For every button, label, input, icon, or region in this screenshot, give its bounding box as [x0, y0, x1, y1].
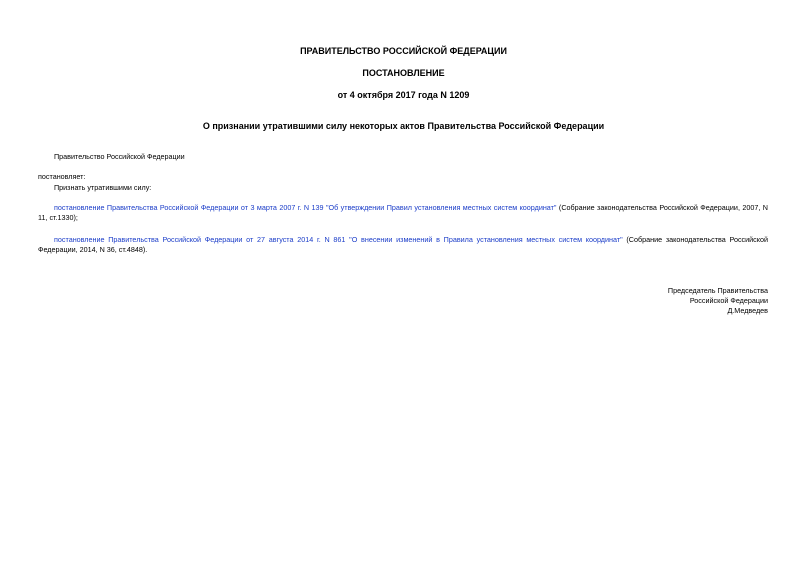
decree-link-2007[interactable]: постановление Правительства Российской Федерации от 3 марта 2007 г. N 139 "Об утверждении Правил установления местных систем координат" — [54, 203, 557, 212]
signature-position-line2: Российской Федерации — [689, 296, 768, 305]
decree-link-2014[interactable]: постановление Правительства Российской Федерации от 27 августа 2014 г. N 861 "О внесении изменений в Правила установления местных систем координат" — [54, 235, 623, 244]
declare-text: Признать утратившими силу: — [54, 183, 152, 192]
list-item — [38, 203, 768, 223]
intro-text: Правительство Российской Федерации — [54, 152, 185, 161]
document-type-heading: ПОСТАНОВЛЕНИЕ — [362, 68, 445, 78]
government-heading: ПРАВИТЕЛЬСТВО РОССИЙСКОЙ ФЕДЕРАЦИИ — [300, 46, 507, 56]
document-title: О признании утратившими силу некоторых актов Правительства Российской Федерации — [202, 121, 605, 131]
signature-position-line1: Председатель Правительства — [667, 286, 768, 295]
list-item — [38, 235, 768, 255]
decrees-text: постановляет: — [38, 172, 86, 181]
signature-name: Д.Медведев — [727, 306, 768, 315]
date-number-heading: от 4 октября 2017 года N 1209 — [337, 90, 470, 100]
decree-source-2014: (Собрание законодательства Российской Федерации, 2014, N 36, ст.4848). — [38, 235, 768, 254]
decree-source-2007: (Собрание законодательства Российской Федерации, 2007, N 11, ст.1330); — [38, 203, 768, 222]
